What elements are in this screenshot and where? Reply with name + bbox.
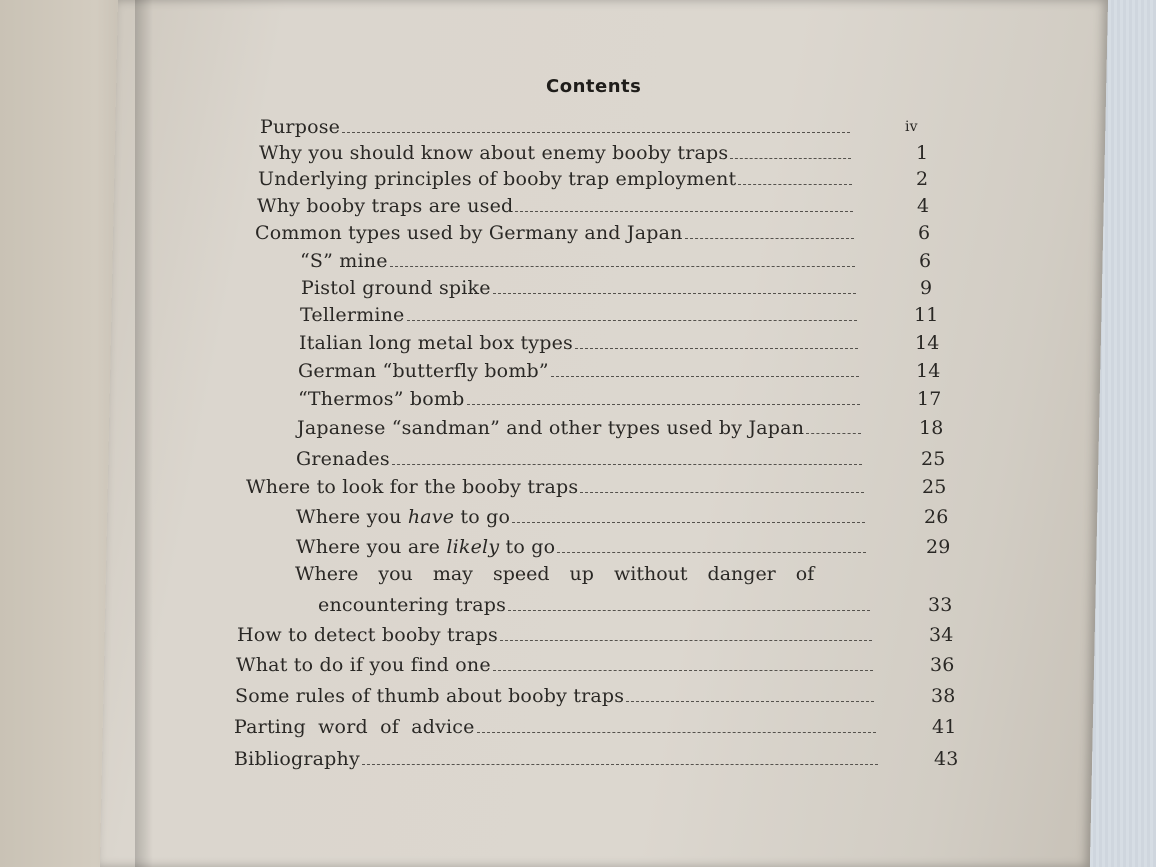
toc-entry-page: 1 [916,142,929,164]
toc-entry-title: “Thermos” bomb [298,388,465,410]
toc-entry-page: iv [905,119,918,135]
toc-entry [296,536,870,558]
dot-leader [512,521,865,523]
toc-entry-page: 4 [917,195,930,217]
toc-entry-page: 38 [931,685,956,707]
toc-entry-page: 26 [924,506,949,528]
dot-leader [508,609,870,611]
toc-entry-title: Japanese “sandman” and other types used by Japan [297,417,805,439]
toc-entry [296,506,869,528]
dot-leader [493,669,873,671]
toc-entry [259,142,855,164]
toc-entry-title: Why you should know about enemy booby traps [259,142,729,164]
dot-leader [342,131,850,133]
dot-leader [500,639,872,641]
toc-entry-page: 34 [929,624,954,646]
toc-entry [237,624,876,646]
dot-leader [493,292,856,294]
dot-leader [407,319,858,321]
toc-entry [298,360,863,382]
toc-entry [234,748,882,770]
toc-entry-title: Italian long metal box types [299,332,574,354]
toc-entry-title: Grenades [296,448,390,470]
toc-entry [300,304,861,326]
toc-entry-title: Where you are likely to go [296,536,556,558]
toc-entry [300,250,859,272]
toc-entry-title: encountering traps [318,594,507,616]
toc-entry-page: 43 [934,748,959,770]
toc-entry-title: Underlying principles of booby trap employment [258,168,737,190]
toc-entry-title: Bibliography [234,748,360,770]
contents-heading: Contents [546,76,642,97]
toc-entry-page: 36 [930,654,955,676]
dot-leader [557,551,866,553]
toc-entry [296,448,866,470]
toc-entry-title: Where you have to go [296,506,511,528]
toc-entry [246,476,868,498]
toc-entry [260,116,854,138]
dot-leader [362,763,878,765]
toc-entry [236,654,877,676]
toc-entry-title: German “butterfly bomb” [298,360,549,382]
toc-entry-title: How to detect booby traps [237,624,498,646]
toc-entry-title: Some rules of thumb about booby traps [235,685,625,707]
toc-entry [297,417,865,439]
toc-entry-page: 14 [916,360,941,382]
toc-entry-page: 9 [920,277,933,299]
toc-entry-page: 6 [918,222,931,244]
toc-entry-title: Pistol ground spike [301,277,491,299]
dot-leader [392,463,862,465]
toc-entry-page: 14 [915,332,940,354]
toc-entry [255,222,858,244]
dot-leader [626,700,874,702]
dot-leader [515,210,853,212]
dot-leader [390,265,855,267]
dot-leader [806,432,861,434]
toc-entry [234,716,880,738]
toc-entry-title: “S” mine [300,250,388,272]
dot-leader [685,237,854,239]
toc-entry [257,195,857,217]
dot-leader [730,157,851,159]
toc-entry [298,388,864,410]
toc-entry-page: 6 [919,250,932,272]
dot-leader [551,375,859,377]
toc-entry [258,168,856,190]
toc-entry-page: 25 [921,448,946,470]
toc-entry-title: Parting word of advice [234,716,475,738]
dot-leader [738,183,852,185]
toc-entry-title: Tellermine [300,304,405,326]
dot-leader [580,491,864,493]
toc-entry [235,685,878,707]
toc-entry-title: Where to look for the booby traps [246,476,579,498]
toc-entry-page: 18 [919,417,944,439]
dot-leader [477,731,876,733]
toc-entry-page: 2 [916,168,929,190]
toc-entry-page: 33 [928,594,953,616]
toc-entry-title: Common types used by Germany and Japan [255,222,683,244]
toc-entry [318,594,874,616]
dot-leader [575,347,858,349]
dot-leader [467,403,861,405]
toc-entry-title: Purpose [260,116,341,138]
toc-entry-page: 25 [922,476,947,498]
toc-entry-page: 17 [917,388,942,410]
toc-entry-title: Why booby traps are used [257,195,514,217]
toc-entry-page: 11 [914,304,939,326]
toc-entry-title-line1: Where you may speed up without danger of [295,563,815,585]
toc-entry [299,332,862,354]
toc-entry [301,277,860,299]
toc-entry-page: 41 [932,716,957,738]
toc-entry-page: 29 [926,536,951,558]
toc-entry-title: What to do if you find one [236,654,491,676]
